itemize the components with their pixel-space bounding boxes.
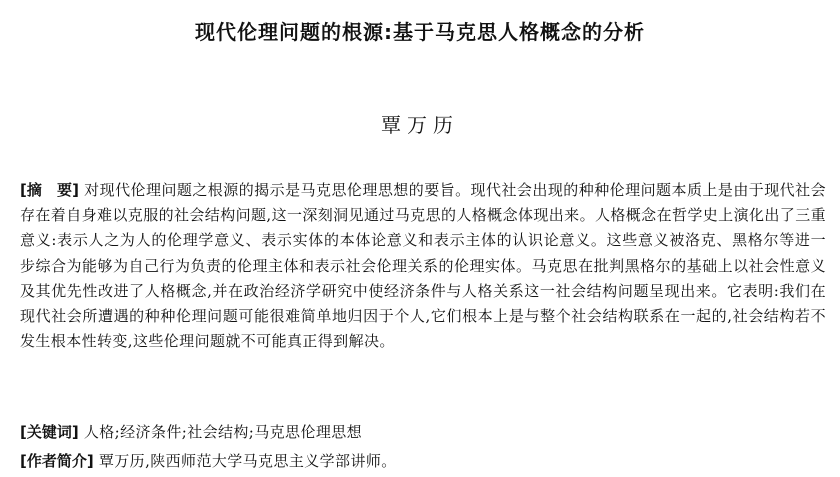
keywords-section (20, 421, 826, 443)
paper-title: 现代伦理问题的根源:基于马克思人格概念的分析 (195, 20, 645, 44)
keywords-label: [关键词] (20, 423, 79, 441)
abstract-text: 对现代伦理问题之根源的揭示是马克思伦理思想的要旨。现代社会出现的种种伦理问题本质上是由于现代社会存在着自身难以克服的社会结构问题,这一深刻洞见通过马克思的人格概念体现出来。人格概念在哲学史上演化出了三重意义:表示人之为人的伦理学意义、表示实体的本体论意义和表示主体的认识论意义。这些意义被洛克、黑格尔等进一步综合为能够为自己行为负责的伦理主体和表示社会伦理关系的伦理实体。马克思在批判黑格尔的基础上以社会性意义及其优先性改进了人格概念,并在政治经济学研究中使经济条件与人格关系这一社会结构问题呈现出来。它表明:我们在现代社会所遭遇的种种伦理问题可能很难简单地归因于个人,它们根本上是与整个社会结构联系在一起的,社会结构若不发生根本性转变,这些伦理问题就不可能真正得到解决。 (20, 181, 826, 351)
keywords-text: 人格;经济条件;社会结构;马克思伦理思想 (78, 423, 363, 441)
abstract-section (20, 178, 826, 354)
author-bio-section (20, 450, 826, 472)
author-bio-text: 覃万历,陕西师范大学马克思主义学部讲师。 (93, 452, 397, 470)
abstract-label: [摘 要] (20, 181, 79, 199)
author-bio-label: [作者简介] (20, 452, 94, 470)
abstract-paragraph (20, 178, 826, 354)
author-name: 覃万历 (381, 113, 459, 137)
